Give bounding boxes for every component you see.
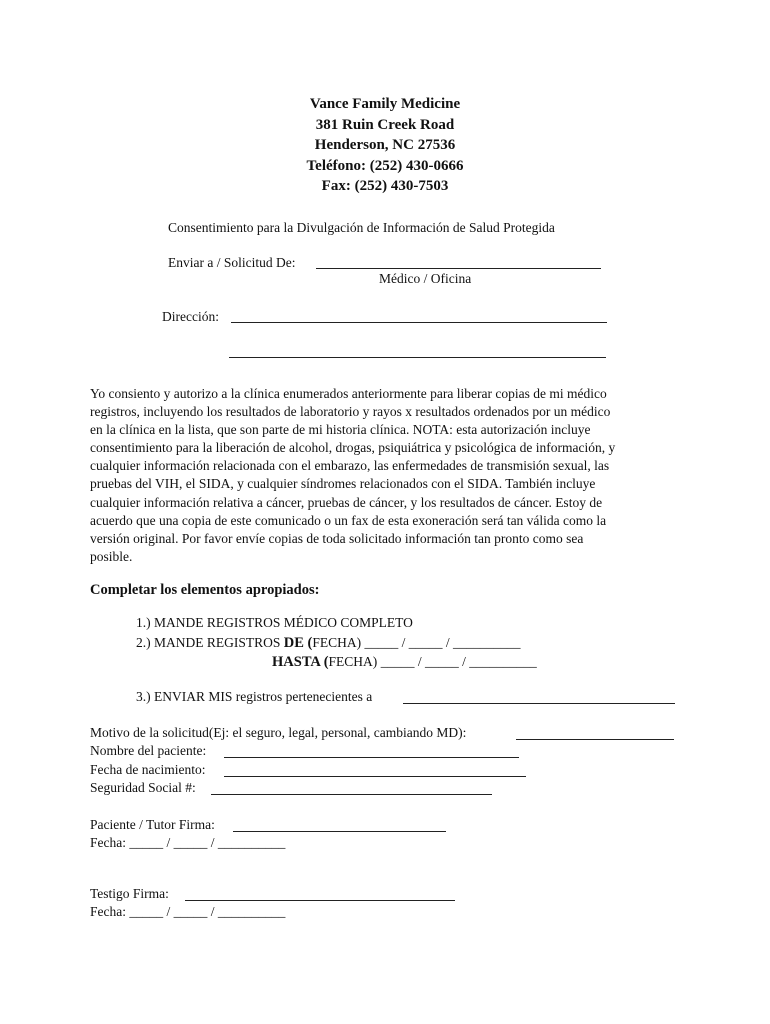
consent-paragraph — [90, 385, 690, 566]
consent-line: cualquier información relacionada con el embarazo, las enfermedades de transmisión sexual, las — [90, 458, 610, 474]
patient-sig-date-field[interactable]: _____ / _____ / __________ — [129, 835, 286, 850]
witness-date-label: Fecha: — [90, 904, 126, 919]
send-to-field[interactable] — [316, 268, 601, 269]
witness-signature-label: Testigo Firma: — [90, 886, 169, 901]
form-title: Consentimiento para la Divulgación de Información de Salud Protegida — [168, 220, 555, 235]
consent-line: pruebas del VIH, el SIDA, y cualquier síndromes relacionados con el SIDA. También incluye — [90, 476, 596, 492]
consent-line: posible. — [90, 548, 133, 564]
clinic-header — [0, 94, 770, 197]
item-2-records-from — [136, 635, 521, 652]
item-2-records-to — [272, 654, 537, 671]
item-2-hasta: HASTA ( — [272, 654, 329, 670]
ssn-field[interactable] — [211, 794, 492, 795]
consent-line: acuerdo que una copia de este comunicado o un fax de esta exoneración será tan válida como la — [90, 512, 607, 528]
patient-signature-field[interactable] — [233, 831, 446, 832]
witness-date-field[interactable]: _____ / _____ / __________ — [129, 904, 286, 919]
item-1-full-records: 1.) MANDE REGISTROS MÉDICO COMPLETO — [136, 615, 413, 630]
to-date-field[interactable]: _____ / _____ / __________ — [380, 654, 537, 669]
items-heading: Completar los elementos apropiados: — [90, 582, 320, 598]
patient-sig-date-row — [90, 835, 285, 851]
item-2-fecha: FECHA) — [312, 635, 362, 650]
ssn-label: Seguridad Social #: — [90, 780, 196, 795]
patient-sig-date-label: Fecha: — [90, 835, 126, 850]
clinic-city: Henderson, NC 27536 — [314, 137, 456, 153]
witness-signature-field[interactable] — [185, 900, 455, 901]
patient-signature-label: Paciente / Tutor Firma: — [90, 817, 215, 832]
item-3-field[interactable] — [403, 703, 675, 704]
address-field-2[interactable] — [229, 357, 606, 358]
item-2-fecha-to: FECHA) — [328, 654, 378, 669]
witness-date-row — [90, 904, 285, 920]
item-3-label: 3.) ENVIAR MIS registros pertenecientes a — [136, 689, 373, 704]
patient-name-field[interactable] — [224, 757, 519, 758]
item-2-prefix: 2.) MANDE REGISTROS — [136, 635, 284, 650]
address-label: Dirección: — [162, 309, 219, 324]
clinic-phone: Teléfono: (252) 430-0666 — [306, 157, 464, 174]
reason-field[interactable] — [516, 739, 674, 740]
consent-line: consentimiento para la liberación de alcohol, drogas, psiquiátrica y psicológica de información, y — [90, 440, 616, 456]
send-to-label: Enviar a / Solicitud De: — [168, 255, 296, 270]
doctor-office-caption: Médico / Oficina — [379, 271, 472, 286]
address-field-1[interactable] — [231, 322, 607, 323]
clinic-fax: Fax: (252) 430-7503 — [321, 178, 449, 194]
consent-line: Yo consiento y autorizo a la clínica enumerados anteriormente para liberar copias de mi médico — [90, 386, 607, 401]
item-2-de: DE ( — [283, 635, 313, 651]
from-date-field[interactable]: _____ / _____ / __________ — [364, 635, 521, 650]
consent-line: en la clínica en la lista, que son parte de mi historia clínica. NOTA: esta autorización incluye — [90, 422, 591, 438]
patient-name-label: Nombre del paciente: — [90, 743, 207, 758]
reason-label: Motivo de la solicitud(Ej: el seguro, legal, personal, cambiando MD): — [90, 725, 467, 740]
clinic-address: 381 Ruin Creek Road — [315, 116, 455, 133]
clinic-name: Vance Family Medicine — [309, 96, 461, 112]
consent-line: versión original. Por favor envíe copias de toda solicitado información tan pronto como sea — [90, 530, 584, 546]
dob-field[interactable] — [224, 776, 526, 777]
dob-label: Fecha de nacimiento: — [90, 762, 206, 777]
consent-line: registros, incluyendo los resultados de laboratorio y rayos x resultados ordenados por un médico — [90, 404, 611, 420]
consent-line: cualquier información relativa a cáncer, pruebas de cáncer, y los resultados de cáncer. Estoy de — [90, 494, 603, 510]
